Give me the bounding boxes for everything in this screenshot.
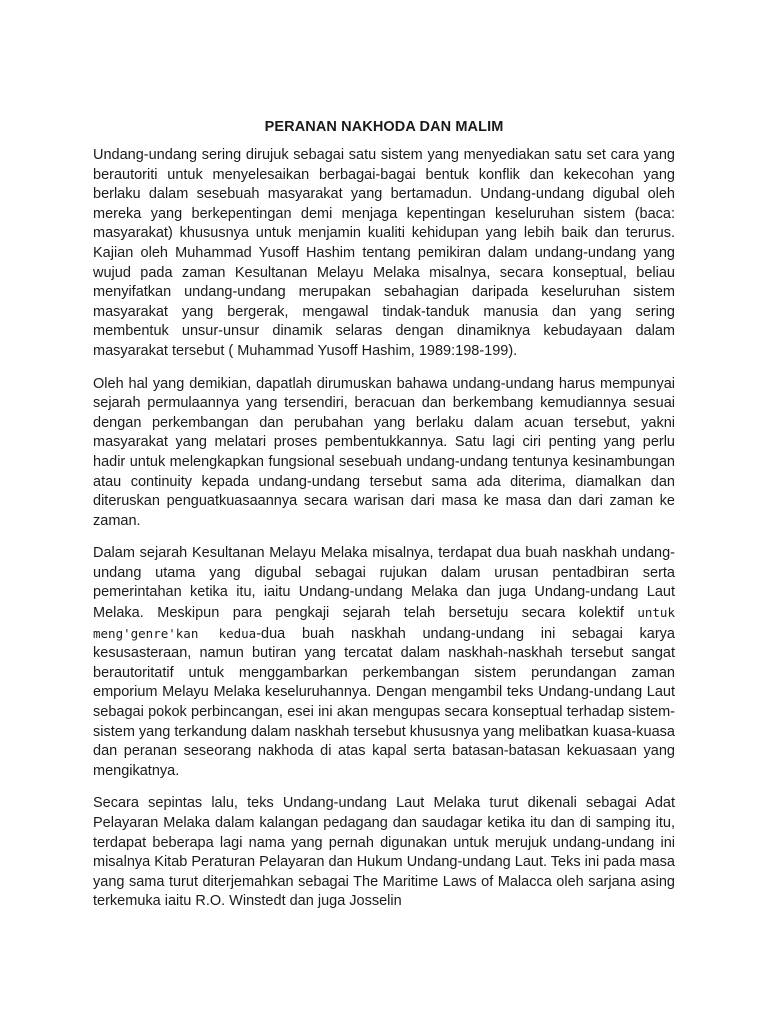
paragraph-3 xyxy=(93,544,675,781)
paragraph-3-text-b: -dua buah naskhah undang-undang ini sebagai karya kesusasteraan, namun butiran yang tercatat dalam naskhah-naskhah tersebut sangat berautoritatif untuk menggambarkan perkembangan sistem perundangan zaman emporium Melayu Melaka keseluruhannya. Dengan mengambil teks Undang-undang Laut sebagai pokok perbincangan, esei ini akan mengupas secara konseptual terhadap sistem-sistem yang terkandung dalam naskhah tersebut khususnya yang melibatkan kuasa-kuasa dan peranan seseorang nakhoda di atas kapal serta batasan-batasan kekuasaan yang mengikatnya. xyxy=(93,625,675,779)
document-body xyxy=(93,118,675,925)
paragraph-3-mono-run: untuk meng'genre'kan kedua xyxy=(93,605,675,641)
document-title: PERANAN NAKHODA DAN MALIM xyxy=(264,119,504,135)
paragraph-2: Oleh hal yang demikian, dapatlah dirumuskan bahawa undang-undang harus mempunyai sejarah permulaannya yang tersendiri, beracuan dan berkembang kemudiannya sesuai dengan perkembangan dan perubahan yang berlaku dalam acuan tersebut, yakni masyarakat yang melatari proses pembentukkannya. Satu lagi ciri penting yang perlu hadir untuk melengkapkan fungsional sesebuah undang-undang tentunya kesinambungan atau continuity kepada undang-undang tersebut sama ada diterima, diamalkan dan diteruskan penguatkuasaannya secara warisan dari masa ke masa dan dari zaman ke zaman. xyxy=(93,375,675,529)
paragraph-1: Undang-undang sering dirujuk sebagai satu sistem yang menyediakan satu set cara yang berautoriti untuk menyelesaikan berbagai-bagai bentuk konflik dan kekecohan yang berlaku dalam sesebuah masyarakat yang bertamadun. Undang-undang digubal oleh mereka yang berkepentingan demi menjaga kepentingan keseluruhan sistem (baca: masyarakat) khususnya untuk menjamin kualiti kehidupan yang lebih baik dan terurus. Kajian oleh Muhammad Yusoff Hashim tentang pemikiran dalam undang-undang yang wujud pada zaman Kesultanan Melayu Melaka misalnya, secara konseptual, beliau menyifatkan undang-undang merupakan sebahagian daripada keseluruhan sistem masyarakat yang bergerak, mengawal tindak-tanduk manusia dan yang sering membentuk unsur-unsur dinamik selaras dengan dinamiknya kebudayaan dalam masyarakat tersebut ( Muhammad Yusoff Hashim, 1989:198-199). xyxy=(93,147,675,359)
paragraph-3-text-a: Dalam sejarah Kesultanan Melayu Melaka misalnya, terdapat dua buah naskhah undang-undang utama yang digubal sebagai rujukan dalam urusan pentadbiran serta pemerintahan ketika itu, iaitu Undang-undang Melaka dan juga Undang-undang Laut Melaka. Meskipun para pengkaji sejarah telah bersetuju secara kolektif xyxy=(93,545,675,622)
paragraph-4: Secara sepintas lalu, teks Undang-undang Laut Melaka turut dikenali sebagai Adat Pelayaran Melaka dalam kalangan pedagang dan saudagar ketika itu dan di samping itu, terdapat beberapa lagi nama yang pernah digunakan untuk merujuk undang-undang ini misalnya Kitab Peraturan Pelayaran dan Hukum Undang-undang Laut. Teks ini pada masa yang sama turut diterjemahkan sebagai The Maritime Laws of Malacca oleh sarjana asing terkemuka iaitu R.O. Winstedt dan juga Josselin xyxy=(93,795,675,910)
